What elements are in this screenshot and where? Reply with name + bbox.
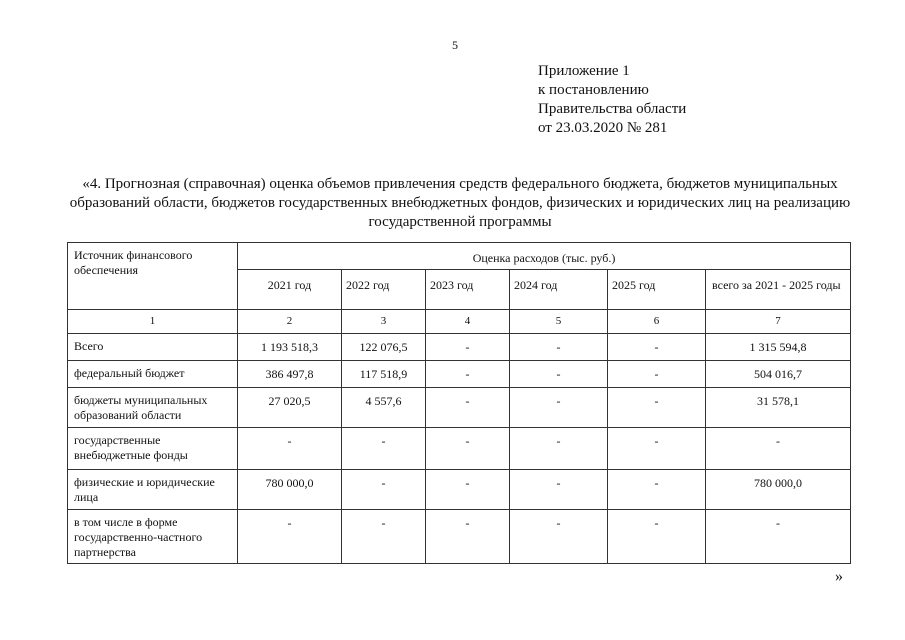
value-cell: - [426, 428, 510, 470]
index-cell: 6 [608, 310, 706, 334]
value-cell: 780 000,0 [238, 470, 342, 510]
budget-table [67, 242, 851, 564]
index-cell: 3 [342, 310, 426, 334]
value-cell: - [510, 470, 608, 510]
value-cell: - [608, 388, 706, 428]
year-header: 2022 год [342, 270, 426, 310]
index-cell: 1 [68, 310, 238, 334]
value-cell: 1 193 518,3 [238, 334, 342, 361]
value-cell: - [426, 334, 510, 361]
row-label: бюджеты муниципальных образований области [68, 388, 238, 428]
value-cell: - [426, 361, 510, 388]
index-cell: 7 [706, 310, 851, 334]
index-cell: 2 [238, 310, 342, 334]
page-number: 5 [452, 38, 458, 52]
value-cell: 386 497,8 [238, 361, 342, 388]
row-label: в том числе в форме государственно-частного партнерства [68, 510, 238, 564]
value-cell: - [426, 510, 510, 564]
index-cell: 4 [426, 310, 510, 334]
source-header: Источник финансового обеспечения [68, 243, 238, 310]
table-row [68, 388, 851, 428]
value-cell: - [342, 470, 426, 510]
value-cell: - [238, 510, 342, 564]
value-cell: 117 518,9 [342, 361, 426, 388]
table-row [68, 510, 851, 564]
year-header: 2021 год [238, 270, 342, 310]
annex-block [538, 62, 686, 138]
value-cell: 31 578,1 [706, 388, 851, 428]
value-cell: - [608, 334, 706, 361]
row-label: Всего [68, 334, 238, 361]
value-cell: 27 020,5 [238, 388, 342, 428]
value-cell: - [426, 388, 510, 428]
value-cell: - [342, 428, 426, 470]
header-row [68, 243, 851, 270]
value-cell: - [342, 510, 426, 564]
value-cell: - [510, 428, 608, 470]
index-cell: 5 [510, 310, 608, 334]
value-cell: - [238, 428, 342, 470]
value-cell: - [608, 428, 706, 470]
value-cell: - [510, 510, 608, 564]
value-cell: 4 557,6 [342, 388, 426, 428]
value-cell: - [706, 510, 851, 564]
index-row [68, 310, 851, 334]
row-label: федеральный бюджет [68, 361, 238, 388]
value-cell: - [608, 361, 706, 388]
value-cell: - [706, 428, 851, 470]
year-header-total: всего за 2021 - 2025 годы [706, 270, 851, 310]
value-cell: - [608, 470, 706, 510]
value-cell: - [510, 361, 608, 388]
value-cell: - [510, 388, 608, 428]
annex-line: от 23.03.2020 № 281 [538, 120, 668, 136]
value-cell: 1 315 594,8 [706, 334, 851, 361]
document-title: «4. Прогнозная (справочная) оценка объемов привлечения средств федерального бюджета, бюджетов муниципальных образований области, бюджетов государственных внебюджетных фондов, физических и юридических лиц на реализацию государственной программы [69, 176, 851, 230]
table-row [68, 334, 851, 361]
table-row [68, 361, 851, 388]
value-cell: 780 000,0 [706, 470, 851, 510]
year-header: 2025 год [608, 270, 706, 310]
value-cell: 504 016,7 [706, 361, 851, 388]
closing-quote: » [835, 568, 843, 585]
year-header: 2024 год [510, 270, 608, 310]
expenses-header: Оценка расходов (тыс. руб.) [238, 243, 851, 270]
table-row [68, 470, 851, 510]
annex-line: к постановлению [538, 82, 649, 98]
year-header: 2023 год [426, 270, 510, 310]
annex-line: Приложение 1 [538, 63, 630, 79]
row-label: государственные внебюджетные фонды [68, 428, 238, 470]
value-cell: - [426, 470, 510, 510]
table-row [68, 428, 851, 470]
annex-line: Правительства области [538, 101, 687, 117]
value-cell: 122 076,5 [342, 334, 426, 361]
value-cell: - [510, 334, 608, 361]
row-label: физические и юридические лица [68, 470, 238, 510]
value-cell: - [608, 510, 706, 564]
